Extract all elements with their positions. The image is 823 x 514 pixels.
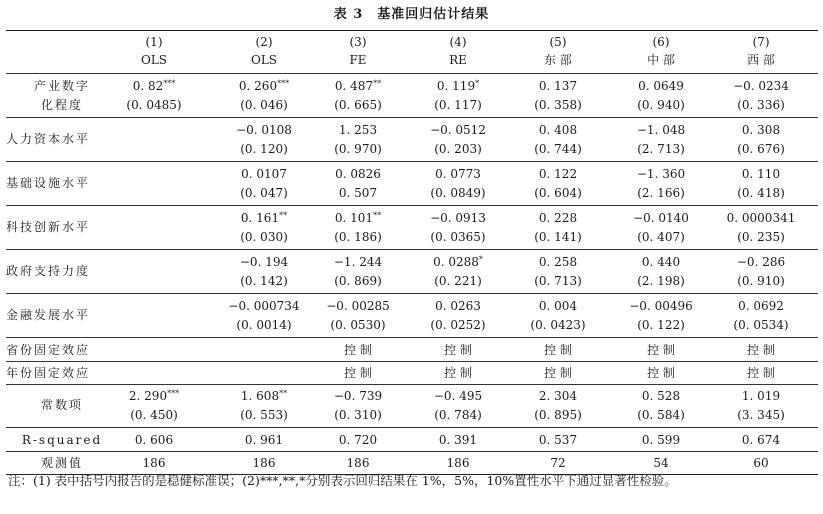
standard-error	[212, 406, 316, 424]
r-squared-value-value: 0. 606	[134, 433, 174, 447]
coefficient-value: −0. 739	[333, 389, 383, 403]
coefficient-value: −0. 0512	[430, 123, 486, 137]
coefficient	[306, 387, 410, 405]
standard-error-value: (0. 141)	[534, 230, 582, 244]
standard-error	[406, 96, 510, 114]
r-squared-value	[102, 431, 206, 449]
row-label: 年份固定效应	[6, 366, 91, 380]
coefficient-value: 0. 528	[641, 389, 681, 403]
r-squared-value-value: 0. 961	[244, 433, 284, 447]
fixed-effect-flag-value: 控 制	[544, 343, 572, 357]
coefficient	[709, 253, 813, 271]
standard-error-value: (0. 713)	[534, 274, 582, 288]
coefficient-value: −0. 0140	[633, 211, 689, 225]
standard-error-value: (0. 221)	[434, 274, 482, 288]
column-method	[506, 51, 610, 69]
fixed-effect-flag	[506, 364, 610, 382]
coefficient	[212, 121, 316, 139]
r-squared-value-value: 0. 720	[338, 433, 378, 447]
standard-error-value: (0. 0014)	[236, 318, 292, 332]
column-number-value: (1)	[145, 35, 163, 49]
standard-error-value: (0. 784)	[434, 408, 482, 422]
column-method	[102, 51, 206, 69]
standard-error-value: (0. 046)	[240, 98, 288, 112]
standard-error-value: (0. 970)	[334, 142, 382, 156]
coefficient-value: 0. 0649	[638, 79, 684, 93]
table-rule	[6, 361, 818, 362]
standard-error	[609, 316, 713, 334]
standard-error	[306, 316, 410, 334]
standard-error	[506, 316, 610, 334]
coefficient-value: 0. 0263	[435, 299, 481, 313]
standard-error	[506, 272, 610, 290]
column-method	[212, 51, 316, 69]
column-method	[406, 51, 510, 69]
significance-stars: ***	[277, 79, 290, 88]
coefficient-value: −0. 000734	[228, 299, 300, 313]
row-label: 常数项	[40, 398, 83, 412]
coefficient	[609, 77, 713, 95]
coefficient	[406, 77, 510, 95]
r-squared-value-value: 0. 391	[438, 433, 478, 447]
coefficient	[406, 165, 510, 183]
coefficient	[406, 209, 510, 227]
standard-error	[212, 228, 316, 246]
coefficient	[306, 297, 410, 315]
fixed-effect-flag-value: 控 制	[344, 366, 372, 380]
standard-error-value: (2. 198)	[637, 274, 685, 288]
standard-error-value: (0. 665)	[334, 98, 382, 112]
row-label: 金融发展水平	[6, 308, 91, 322]
coefficient-value: 0. 260	[238, 79, 278, 93]
standard-error-value: (0. 584)	[637, 408, 685, 422]
coefficient	[609, 165, 713, 183]
coefficient-value: −0. 194	[239, 255, 289, 269]
standard-error-value: (0. 030)	[240, 230, 288, 244]
coefficient-value: 0. 0692	[738, 299, 784, 313]
column-method-value: FE	[349, 53, 367, 67]
row-label: 化程度	[40, 98, 83, 112]
fixed-effect-flag-value: 控 制	[647, 343, 675, 357]
standard-error	[609, 140, 713, 158]
coefficient-value: 0. 101	[334, 211, 374, 225]
observations-value-value: 186	[252, 456, 276, 470]
standard-error	[609, 96, 713, 114]
column-number-value: (3)	[349, 35, 367, 49]
column-method-value: RE	[449, 53, 467, 67]
standard-error-value: (0. 553)	[240, 408, 288, 422]
coefficient-value: −0. 0234	[733, 79, 789, 93]
standard-error	[506, 96, 610, 114]
fixed-effect-flag-value: 控 制	[544, 366, 572, 380]
fixed-effect-flag-value: 控 制	[344, 343, 372, 357]
coefficient-value: −0. 0913	[430, 211, 486, 225]
coefficient-value: 1. 253	[338, 123, 378, 137]
coefficient	[212, 209, 316, 227]
standard-error	[306, 96, 410, 114]
standard-error-value: (0. 744)	[534, 142, 582, 156]
coefficient	[212, 165, 316, 183]
fixed-effect-flag	[506, 341, 610, 359]
table-rule	[6, 205, 818, 206]
standard-error-value: (0. 0485)	[126, 98, 182, 112]
standard-error	[306, 184, 410, 202]
significance-stars: **	[373, 211, 382, 220]
coefficient	[306, 165, 410, 183]
standard-error-value: (0. 940)	[637, 98, 685, 112]
coefficient-value: 0. 161	[240, 211, 280, 225]
r-squared-value	[212, 431, 316, 449]
column-number-value: (7)	[752, 35, 770, 49]
table-rule	[6, 384, 818, 385]
standard-error-value: (0. 0849)	[430, 186, 486, 200]
row-label: 科技创新水平	[6, 220, 91, 234]
table-rule	[6, 337, 818, 338]
column-number-value: (4)	[449, 35, 467, 49]
coefficient-value: −1. 048	[636, 123, 686, 137]
coefficient	[506, 209, 610, 227]
standard-error-value: 0. 507	[338, 186, 378, 200]
standard-error-value: (0. 142)	[240, 274, 288, 288]
row-label: 基础设施水平	[6, 176, 91, 190]
coefficient	[102, 387, 206, 405]
coefficient	[709, 165, 813, 183]
observations-value-value: 186	[142, 456, 166, 470]
fixed-effect-flag-value: 控 制	[647, 366, 675, 380]
standard-error	[212, 316, 316, 334]
fixed-effect-flag-value: 控 制	[747, 366, 775, 380]
coefficient	[406, 297, 510, 315]
coefficient	[102, 77, 206, 95]
coefficient-value: −0. 00496	[629, 299, 693, 313]
standard-error-value: (0. 418)	[737, 186, 785, 200]
significance-stars: **	[279, 389, 288, 398]
standard-error	[102, 406, 206, 424]
standard-error-value: (0. 120)	[240, 142, 288, 156]
standard-error	[102, 96, 206, 114]
standard-error-value: (2. 166)	[637, 186, 685, 200]
column-number	[306, 33, 410, 51]
standard-error-value: (0. 0534)	[733, 318, 789, 332]
coefficient-value: 0. 228	[538, 211, 578, 225]
standard-error-value: (0. 358)	[534, 98, 582, 112]
significance-stars: ***	[163, 79, 176, 88]
significance-stars: **	[373, 79, 382, 88]
standard-error	[709, 140, 813, 158]
column-number-value: (6)	[652, 35, 670, 49]
coefficient	[506, 253, 610, 271]
coefficient	[506, 77, 610, 95]
standard-error	[212, 140, 316, 158]
coefficient-value: 0. 487	[334, 79, 374, 93]
standard-error	[406, 140, 510, 158]
column-number	[609, 33, 713, 51]
coefficient-value: 1. 019	[741, 389, 781, 403]
coefficient	[406, 253, 510, 271]
significance-stars: **	[279, 211, 288, 220]
standard-error	[709, 272, 813, 290]
standard-error	[709, 184, 813, 202]
coefficient	[306, 253, 410, 271]
coefficient-value: 0. 0773	[435, 167, 481, 181]
coefficient	[212, 387, 316, 405]
column-number-value: (2)	[255, 35, 273, 49]
standard-error-value: (0. 910)	[737, 274, 785, 288]
coefficient	[406, 121, 510, 139]
coefficient	[709, 77, 813, 95]
fixed-effect-flag	[609, 341, 713, 359]
r-squared-value-value: 0. 674	[741, 433, 781, 447]
table-rule	[6, 249, 818, 250]
table-note: 注：(1) 表中括号内报告的是稳健标准误；(2)***,**,*分别表示回归结果在 1%，5%，10%置性水平下通过显著性检验。	[8, 473, 677, 488]
coefficient	[212, 297, 316, 315]
standard-error	[709, 316, 813, 334]
significance-stars: ***	[167, 389, 180, 398]
coefficient	[306, 77, 410, 95]
coefficient-value: 0. 258	[538, 255, 578, 269]
standard-error	[609, 184, 713, 202]
standard-error-value: (0. 676)	[737, 142, 785, 156]
standard-error-value: (0. 407)	[637, 230, 685, 244]
coefficient	[609, 387, 713, 405]
standard-error	[506, 184, 610, 202]
coefficient	[212, 253, 316, 271]
coefficient	[506, 387, 610, 405]
coefficient	[406, 387, 510, 405]
coefficient-value: 0. 0288	[433, 255, 479, 269]
fixed-effect-flag	[306, 364, 410, 382]
coefficient	[506, 121, 610, 139]
standard-error	[212, 272, 316, 290]
standard-error	[406, 184, 510, 202]
fixed-effect-flag	[709, 341, 813, 359]
row-label: R-squared	[21, 433, 103, 447]
row-label: 观测值	[40, 456, 83, 470]
standard-error	[406, 316, 510, 334]
observations-value-value: 60	[753, 456, 769, 470]
coefficient-value: −1. 360	[636, 167, 686, 181]
fixed-effect-flag-value: 控 制	[444, 366, 472, 380]
coefficient-value: 2. 304	[538, 389, 578, 403]
coefficient-value: 0. 004	[538, 299, 578, 313]
coefficient	[609, 121, 713, 139]
standard-error	[212, 96, 316, 114]
standard-error-value: (0. 336)	[737, 98, 785, 112]
coefficient	[212, 77, 316, 95]
coefficient-value: −1. 244	[333, 255, 383, 269]
significance-stars: *	[478, 255, 483, 264]
column-number-value: (5)	[549, 35, 567, 49]
fixed-effect-flag	[306, 341, 410, 359]
fixed-effect-flag-value: 控 制	[444, 343, 472, 357]
standard-error-value: (0. 895)	[534, 408, 582, 422]
standard-error-value: (0. 604)	[534, 186, 582, 200]
standard-error-value: (0. 186)	[334, 230, 382, 244]
r-squared-value	[306, 431, 410, 449]
coefficient-value: −0. 00285	[326, 299, 390, 313]
observations-value-value: 72	[550, 456, 566, 470]
coefficient-value: −0. 0108	[236, 123, 292, 137]
r-squared-value	[406, 431, 510, 449]
row-label: 人力资本水平	[6, 132, 91, 146]
row-label: 政府支持力度	[6, 264, 91, 278]
standard-error-value: (0. 117)	[434, 98, 482, 112]
standard-error	[506, 140, 610, 158]
standard-error	[406, 272, 510, 290]
table-rule	[6, 451, 818, 452]
coefficient	[609, 209, 713, 227]
standard-error-value: (0. 122)	[637, 318, 685, 332]
standard-error-value: (0. 310)	[334, 408, 382, 422]
fixed-effect-flag	[609, 364, 713, 382]
column-method-value: OLS	[140, 53, 168, 67]
standard-error-value: (0. 203)	[434, 142, 482, 156]
fixed-effect-flag	[406, 364, 510, 382]
r-squared-value-value: 0. 537	[538, 433, 578, 447]
coefficient-value: 0. 110	[741, 167, 781, 181]
standard-error	[609, 406, 713, 424]
table-rule	[6, 73, 818, 74]
standard-error	[506, 228, 610, 246]
coefficient-value: 1. 608	[240, 389, 280, 403]
coefficient-value: 0. 82	[132, 79, 164, 93]
standard-error	[306, 228, 410, 246]
column-number	[212, 33, 316, 51]
standard-error-value: (0. 0365)	[430, 230, 486, 244]
observations-value-value: 54	[653, 456, 669, 470]
table-rule	[6, 117, 818, 118]
column-method-value: 西 部	[747, 53, 775, 67]
column-number	[709, 33, 813, 51]
coefficient-value: 0. 308	[741, 123, 781, 137]
column-method-value: 东 部	[544, 53, 572, 67]
coefficient	[609, 297, 713, 315]
coefficient-value: −0. 286	[736, 255, 786, 269]
standard-error	[212, 184, 316, 202]
coefficient-value: 0. 137	[538, 79, 578, 93]
fixed-effect-flag-value: 控 制	[747, 343, 775, 357]
coefficient-value: 0. 122	[538, 167, 578, 181]
column-number	[506, 33, 610, 51]
table-rule	[6, 30, 818, 31]
coefficient-value: 0. 119	[436, 79, 476, 93]
table-rule	[6, 427, 818, 428]
coefficient	[306, 121, 410, 139]
coefficient	[709, 121, 813, 139]
significance-stars: *	[475, 79, 480, 88]
coefficient-value: 0. 0000341	[726, 211, 796, 225]
column-method	[709, 51, 813, 69]
coefficient-value: 0. 0107	[241, 167, 287, 181]
standard-error	[306, 406, 410, 424]
coefficient-value: 0. 440	[641, 255, 681, 269]
fixed-effect-flag	[709, 364, 813, 382]
standard-error	[406, 228, 510, 246]
standard-error-value: (0. 047)	[240, 186, 288, 200]
coefficient	[306, 209, 410, 227]
coefficient	[506, 165, 610, 183]
standard-error	[709, 96, 813, 114]
standard-error	[609, 228, 713, 246]
r-squared-value	[709, 431, 813, 449]
r-squared-value-value: 0. 599	[641, 433, 681, 447]
coefficient-value: 2. 290	[128, 389, 168, 403]
standard-error-value: (0. 235)	[737, 230, 785, 244]
standard-error-value: (3. 345)	[737, 408, 785, 422]
r-squared-value	[609, 431, 713, 449]
standard-error-value: (2. 713)	[637, 142, 685, 156]
standard-error	[709, 406, 813, 424]
column-method	[306, 51, 410, 69]
fixed-effect-flag	[406, 341, 510, 359]
coefficient	[609, 253, 713, 271]
r-squared-value	[506, 431, 610, 449]
column-method-value: 中 部	[647, 53, 675, 67]
coefficient-value: −0. 495	[433, 389, 483, 403]
standard-error	[506, 406, 610, 424]
standard-error-value: (0. 0530)	[330, 318, 386, 332]
coefficient	[709, 209, 813, 227]
column-number	[102, 33, 206, 51]
row-label: 省份固定效应	[6, 343, 91, 357]
standard-error-value: (0. 0423)	[530, 318, 586, 332]
standard-error	[609, 272, 713, 290]
standard-error-value: (0. 450)	[130, 408, 178, 422]
table-title: 表 3 基准回归估计结果	[333, 7, 490, 22]
row-label: 产业数字	[33, 79, 90, 93]
table-rule	[6, 161, 818, 162]
standard-error-value: (0. 0252)	[430, 318, 486, 332]
standard-error	[306, 140, 410, 158]
column-method	[609, 51, 713, 69]
standard-error	[406, 406, 510, 424]
observations-value-value: 186	[446, 456, 470, 470]
coefficient-value: 0. 408	[538, 123, 578, 137]
coefficient-value: 0. 0826	[335, 167, 381, 181]
standard-error	[306, 272, 410, 290]
observations-value-value: 186	[346, 456, 370, 470]
table-rule	[6, 293, 818, 294]
column-method-value: OLS	[250, 53, 278, 67]
standard-error-value: (0. 869)	[334, 274, 382, 288]
coefficient	[506, 297, 610, 315]
column-number	[406, 33, 510, 51]
standard-error	[709, 228, 813, 246]
coefficient	[709, 387, 813, 405]
coefficient	[709, 297, 813, 315]
